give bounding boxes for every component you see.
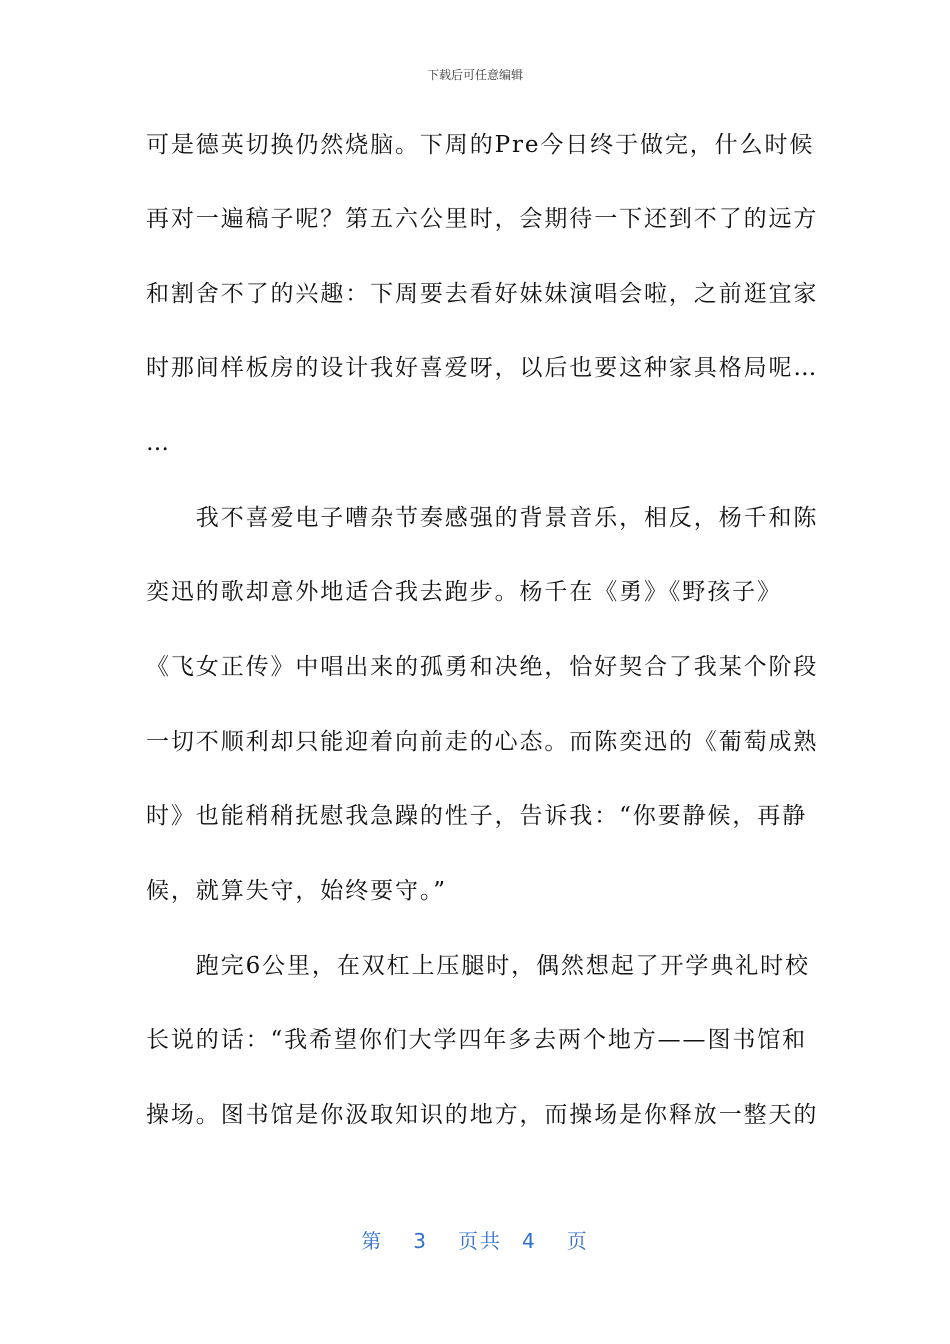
page-header-note: 下载后可任意编辑	[426, 68, 523, 82]
text-line: …	[146, 430, 171, 456]
text-line: 一切不顺利却只能迎着向前走的心态。而陈奕迅的《葡萄成熟	[146, 729, 819, 755]
footer-total-pages: 4	[522, 1229, 537, 1253]
page-number-footer	[0, 1225, 950, 1254]
text-line: 和割舍不了的兴趣：下周要去看好妹妹演唱会啦，之前逛宜家	[146, 281, 819, 307]
text-line: 可是德英切换仍然烧脑。下周的Pre今日终于做完，什么时候	[146, 132, 815, 158]
text-line: 我不喜爱电子嘈杂节奏感强的背景音乐，相反，杨千和陈	[146, 505, 819, 531]
footer-label-total: 页共	[458, 1229, 502, 1253]
text-line: 奕迅的歌却意外地适合我去跑步。杨千在《勇》《野孩子》	[146, 579, 782, 605]
text-line: 再对一遍稿子呢？第五六公里时，会期待一下还到不了的远方	[146, 206, 819, 232]
text-line: 时》也能稍稍抚慰我急躁的性子，告诉我：“你要静候，再静	[146, 803, 808, 829]
footer-current-page: 3	[413, 1229, 428, 1253]
text-line: 时那间样板房的设计我好喜爱呀，以后也要这种家具格局呢…	[146, 355, 819, 381]
footer-label-end: 页	[566, 1229, 589, 1253]
text-line: 操场。图书馆是你汲取知识的地方，而操场是你释放一整天的	[146, 1102, 819, 1128]
footer-label-page: 第	[361, 1229, 384, 1253]
text-line: 《飞女正传》中唱出来的孤勇和决绝，恰好契合了我某个阶段	[146, 654, 819, 680]
text-line: 长说的话：“我希望你们大学四年多去两个地方——图书馆和	[146, 1027, 808, 1053]
text-line: 候，就算失守，始终要守。”	[146, 878, 447, 904]
text-line: 跑完6公里，在双杠上压腿时，偶然想起了开学典礼时校	[146, 953, 810, 979]
